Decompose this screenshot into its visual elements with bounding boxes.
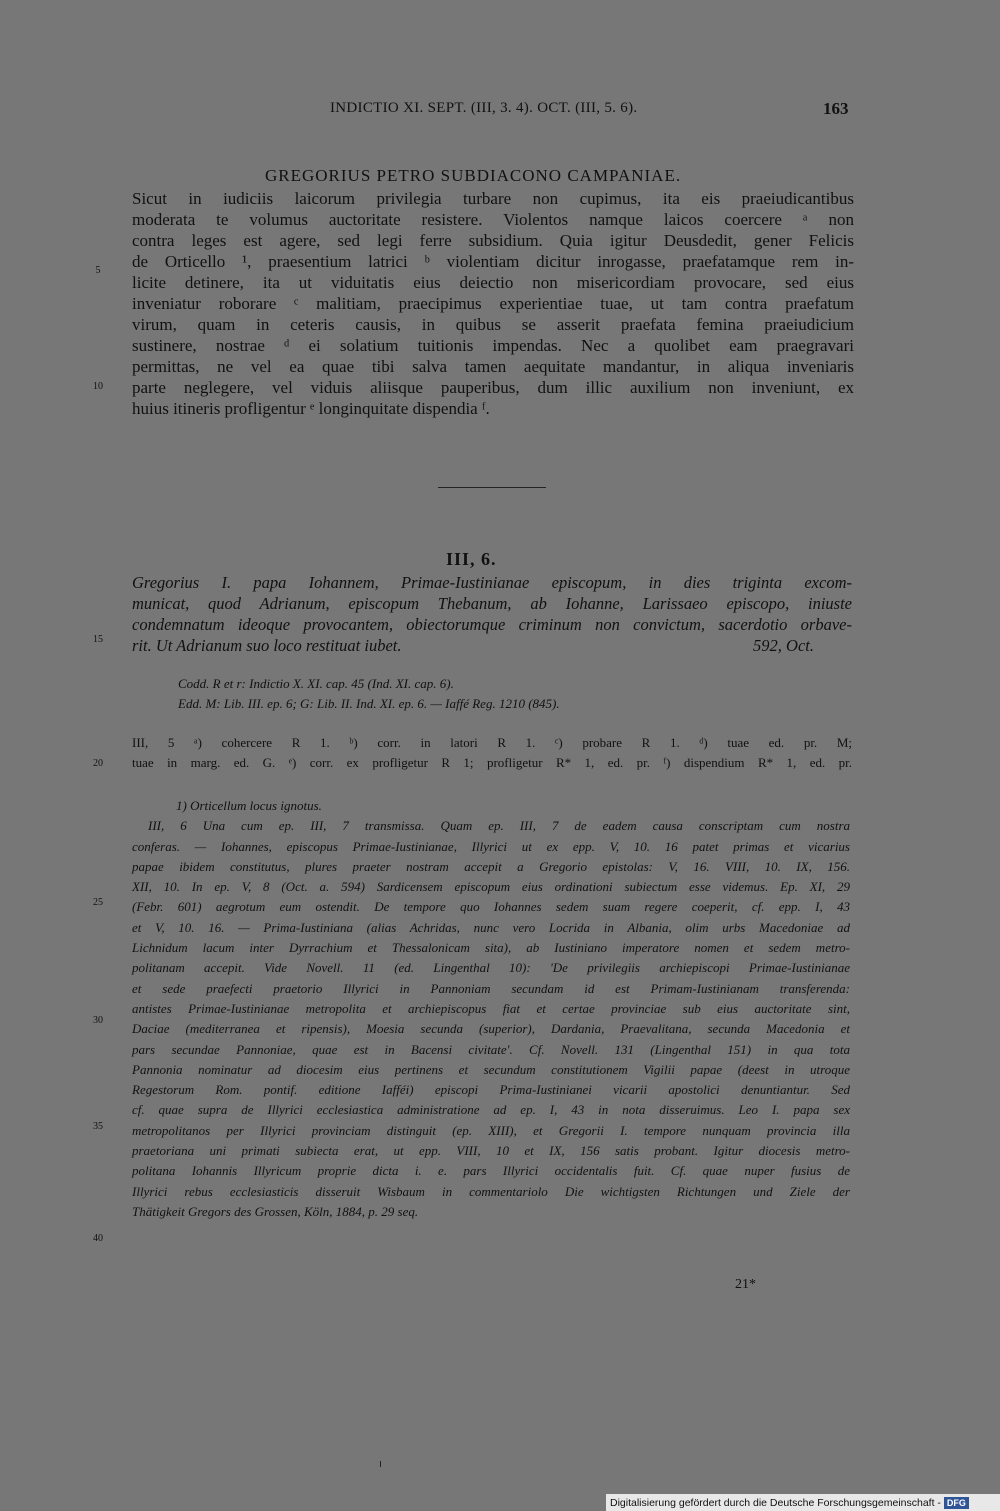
regest-line: condemnatum ideoque provocantem, obiectorumque criminum non convictum, sacerdotio orbave- (132, 615, 852, 634)
critical-apparatus (132, 733, 852, 773)
commentary-line: pars secundae Pannoniae, quae est in Bacensi civitate'. Cf. Novell. 131 (Lingenthal 151) in qua tota (132, 1041, 850, 1057)
section-divider (438, 487, 546, 488)
regest-line: Gregorius I. papa Iohannem, Primae-Iustinianae episcopum, in dies triginta excom- (132, 573, 852, 592)
commentary-line: XII, 10. In ep. V, 8 (Oct. a. 594) Sardicensem episcopum eius ordinationi subiectum esse videmus. Ep. XI, 29 (132, 879, 850, 895)
commentary-line: cf. quae supra de Illyrici ecclesiastica administratione ad ep. I, 43 in nota disseruimus. Leo I. papa sex (132, 1102, 850, 1118)
letter-line: Sicut in iudiciis laicorum privilegia turbare non cupimus, ita eis praeiudicantibus (132, 189, 854, 208)
commentary-line: metropolitanos per Illyrici provinciam distinguit (ep. XIII), et Gregorii I. tempore nunquam provincia illa (132, 1122, 850, 1138)
commentary-line: Thätigkeit Gregors des Grossen, Köln, 1884, p. 29 seq. (132, 1203, 419, 1219)
commentary-line: politana Iohannis Illyricum proprie dicta i. e. pars Illyrici occidentalis fuit. Cf. quae nuper fusius de (132, 1163, 850, 1179)
page-number: 163 (823, 99, 849, 118)
line-number: 20 (93, 758, 103, 769)
commentary (132, 796, 850, 1222)
editions: Edd. M: Lib. III. ep. 6; G: Lib. II. Ind. XI. ep. 6. — Iaffé Reg. 1210 (845). (178, 696, 560, 711)
running-head (0, 100, 1000, 124)
commentary-line: Illyrici rebus ecclesiasticis disseruit Wisbaum in commentariolo Die wichtigsten Richtungen und Ziele der (132, 1183, 850, 1199)
line-number: 30 (93, 1015, 103, 1026)
letter-line: moderata te volumus auctoritate resistere. Violentos namque laicos coercere ᵃ non (132, 210, 854, 229)
regest-line-text: rit. Ut Adrianum suo loco restituat iubet. (132, 636, 402, 655)
letter-line: permittas, ne vel ea quae tibi salva tamen aequitate mandantur, in aliqua inveniaris (132, 357, 854, 376)
apparatus-line: III, 5 ᵃ) cohercere R 1. ᵇ) corr. in latori R 1. ᶜ) probare R 1. ᵈ) tuae ed. pr. M; (132, 735, 852, 750)
dfg-logo: DFG (944, 1497, 969, 1509)
codices: Codd. R et r: Indictio X. XI. cap. 45 (Ind. XI. cap. 6). (178, 676, 454, 691)
letter-line: licite detinere, ita ut viduitatis eius deiectio non misericordiam provocare, sed eius (132, 273, 854, 292)
line-number: 35 (93, 1121, 103, 1132)
commentary-line: Lichnidum lacum inter Dyrrachium et Thessalonicam sita), ab Iustiniano imperatore nomen et sedem metro- (132, 940, 850, 956)
signature-mark: 21* (735, 1277, 756, 1292)
line-number: 10 (93, 381, 103, 392)
letter-line: contra leges est agere, sed legi ferre subsidium. Quia igitur Deusdedit, gener Felicis (132, 231, 854, 250)
scan-mark (380, 1461, 381, 1467)
regest-line: municat, quod Adrianum, episcopum Thebanum, ab Iohanne, Larissaeo episcopo, iniuste (132, 594, 852, 613)
codices-editions (178, 674, 560, 714)
commentary-line: et V, 10. 16. — Prima-Iustiniana (alias Achridas, nunc vero Locrida in Albania, olim urbs Macedoniae ad (132, 919, 850, 935)
commentary-line: conferas. — Iohannes, episcopus Primae-Iustinianae, Illyrici ut ex epp. V, 10. 16 patet primas et vicarius (132, 838, 850, 854)
commentary-line: praetoriana uni primati subiecta erat, ut epp. VIII, 10 et IX, 156 satis probant. Igitur diocesis metro- (132, 1143, 850, 1159)
epistle-number: III, 6. (446, 549, 497, 569)
commentary-line: (Febr. 601) aegrotum eum ostendit. De tempore quo Iohannes sedem suam regere coeperit, cf. epp. I, 43 (132, 899, 850, 915)
letter-line: parte neglegere, vel viduis aliisque pauperibus, dum illic auxilium non inveniunt, ex (132, 378, 854, 397)
line-number: 25 (93, 897, 103, 908)
commentary-line: III, 6 Una cum ep. III, 7 transmissa. Quam ep. III, 7 de eadem causa conscriptam cum nostra (148, 818, 850, 834)
letter-title: GREGORIUS PETRO SUBDIACONO CAMPANIAE. (265, 166, 682, 185)
running-head-text: INDICTIO XI. SEPT. (III, 3. 4). OCT. (III, 5. 6). (330, 100, 638, 116)
commentary-line: antistes Primae-Iustinianae metropolita et archiepiscopus fiat et certae provinciae sub eius auctoritate sint, (132, 1000, 850, 1016)
regest (132, 572, 852, 656)
letter-body (132, 188, 854, 419)
line-number: 40 (93, 1233, 103, 1244)
commentary-line: papae ibidem constitutus, plures praeter nostram accepit a Gregorio epistolas: V, 16. VIII, 10. IX, 156. (132, 858, 850, 874)
footnote-line: 1) Orticellum locus ignotus. (176, 798, 322, 813)
letter-line: sustinere, nostrae ᵈ ei solatium tuitionis impendas. Nec a quolibet eam praegravari (132, 336, 854, 355)
apparatus-line: tuae in marg. ed. G. ᵉ) corr. ex profligetur R 1; profligetur R* 1, ed. pr. ᶠ) dispendium R* 1, ed. pr. (132, 755, 852, 770)
regest-date: 592, Oct. (753, 636, 814, 655)
line-number: 5 (95, 265, 101, 276)
letter-line: de Orticello ¹, praesentium latrici ᵇ violentiam dicitur inrogasse, praefatamque rem in- (132, 252, 854, 271)
commentary-line: Pannonia nominatur ad diocesim eius pertinens et secundum constitutionem Vigilii papae (deest in utroque (132, 1061, 850, 1077)
footer-text: Digitalisierung gefördert durch die Deutsche Forschungsgemeinschaft - (610, 1496, 941, 1509)
commentary-line: politanam accepit. Vide Novell. 11 (ed. Lingenthal 10): 'De privilegiis archiepiscopi Primae-Iustinianae (132, 960, 850, 976)
funding-footer (606, 1494, 1000, 1511)
regest-line (132, 635, 852, 656)
commentary-line: et sede praefecti praetorio Illyrici in Pannoniam secundam id est Primam-Iustinianam transferenda: (132, 980, 850, 996)
letter-line: huius itineris profligentur ᵉ longinquitate dispendia ᶠ. (132, 399, 490, 418)
commentary-line: Regestorum Rom. pontif. editione Iafféi) episcopi Prima-Iustinianei vicarii apostolici denuntiantur. Sed (132, 1082, 850, 1098)
commentary-line: Daciae (mediterranea et ripensis), Moesia secunda (superior), Dardania, Praevalitana, secunda Macedonia et (132, 1021, 850, 1037)
letter-line: inveniatur roborare ᶜ malitiam, praecipimus experientiae tuae, ut tam contra praefatum (132, 294, 854, 313)
letter-line: virum, quam in ceteris causis, in quibus se asserit praefata femina praeiudicium (132, 315, 854, 334)
line-number: 15 (93, 634, 103, 645)
